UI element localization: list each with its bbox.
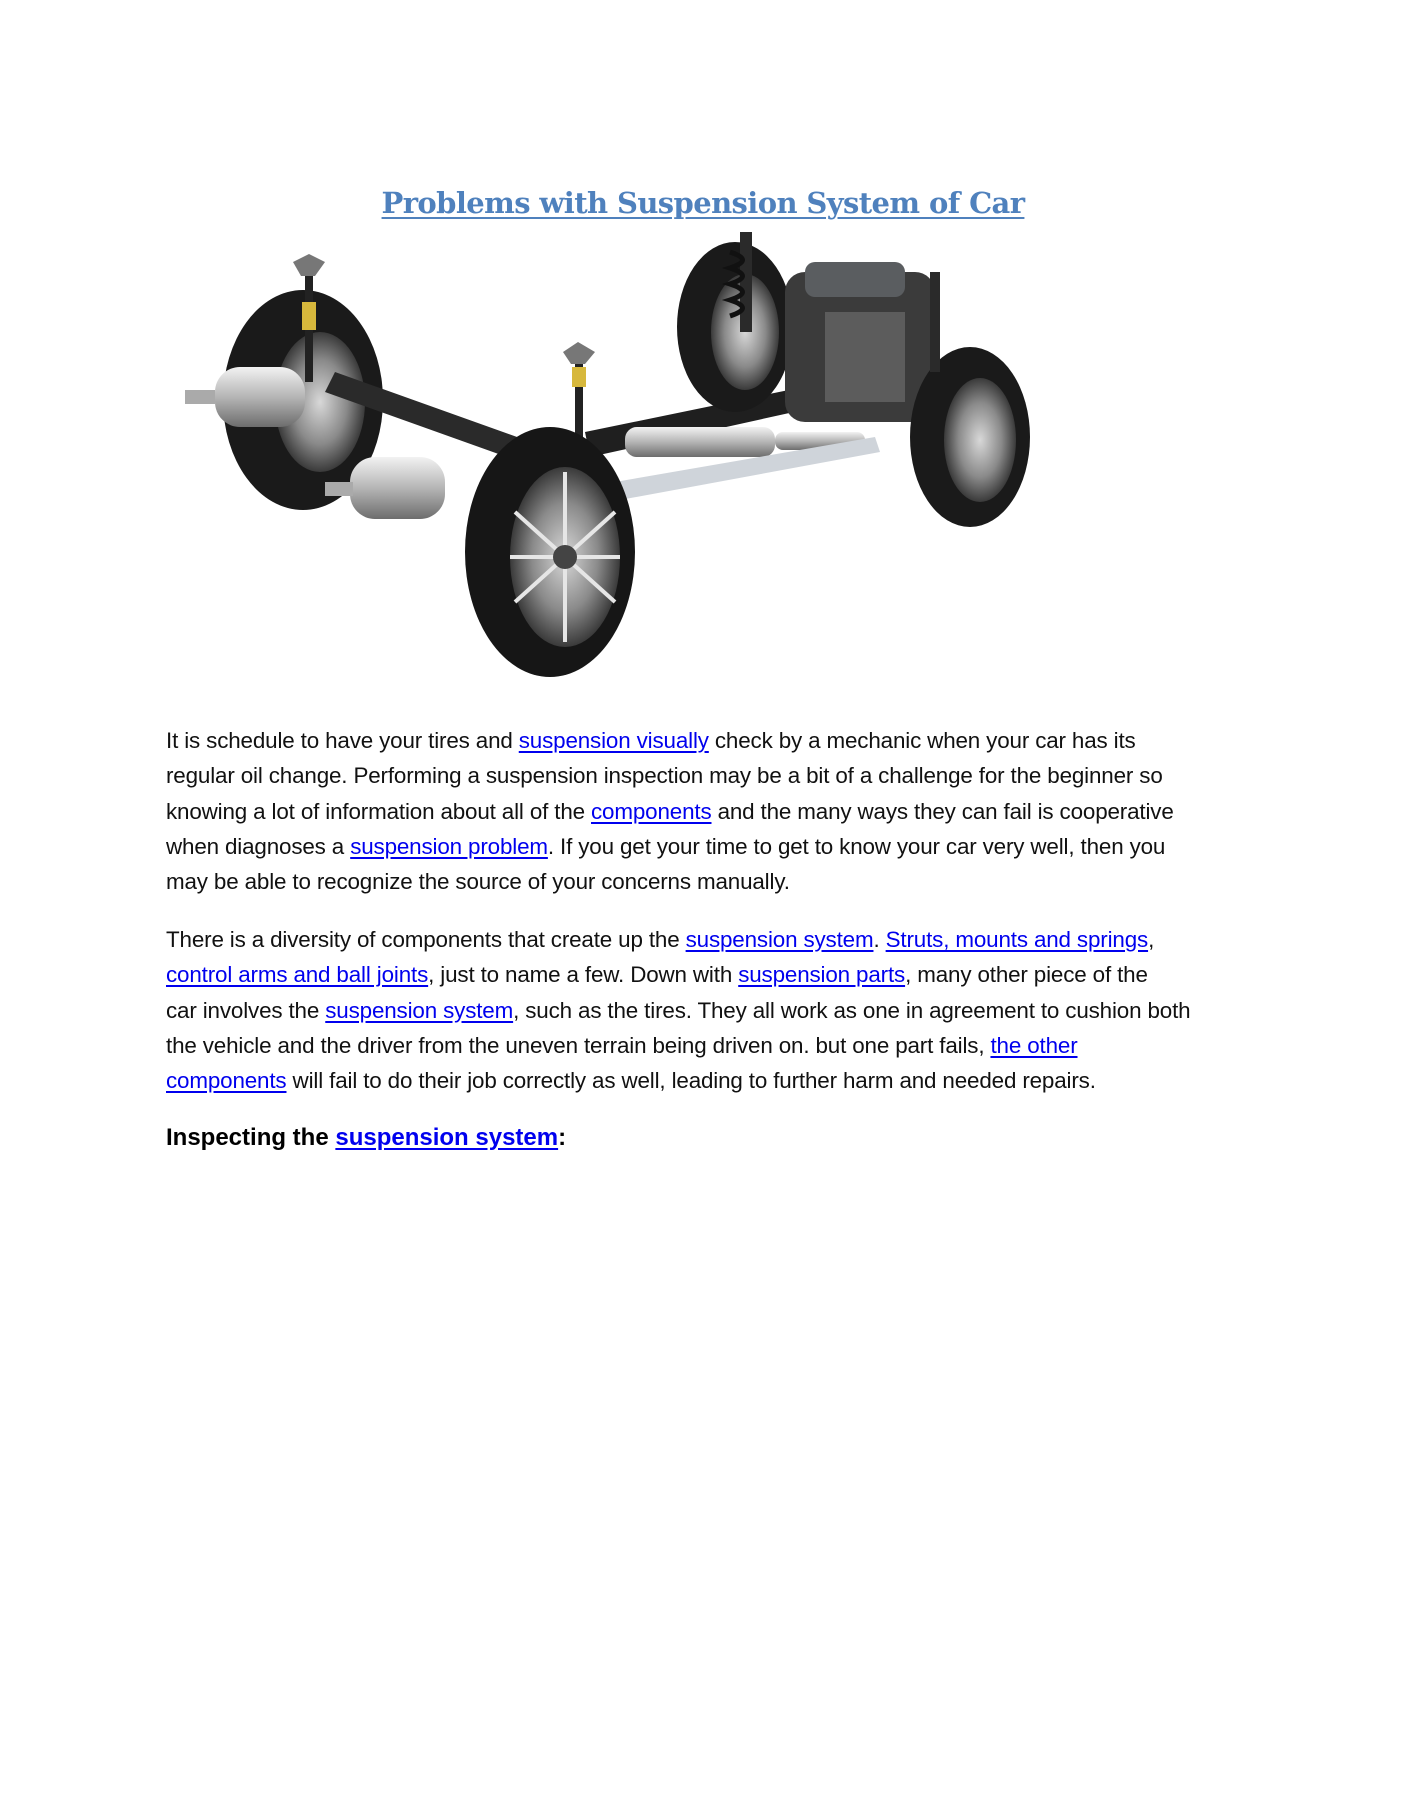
paragraph-intro bbox=[166, 723, 1246, 899]
text-line bbox=[166, 922, 1246, 957]
text-span: , just to name a few. Down with bbox=[428, 962, 739, 988]
link-suspension-problem[interactable]: suspension problem bbox=[350, 833, 548, 859]
text-span: car involves the bbox=[166, 997, 326, 1023]
text-line bbox=[166, 723, 1246, 758]
text-span: . bbox=[873, 927, 886, 952]
section-heading-inspecting bbox=[166, 1124, 566, 1152]
text-span: check by a mechanic when your car has its bbox=[708, 728, 1136, 753]
text-span: , many other piece of the bbox=[905, 962, 1148, 988]
text-span: , such as the tires. They all work as one in agreement to cushion both bbox=[513, 997, 1191, 1023]
link-control-arms-ball-joints[interactable]: control arms and ball joints bbox=[166, 962, 429, 988]
heading-text: Inspecting the bbox=[166, 1124, 336, 1151]
text-span: It is schedule to have your tires and bbox=[166, 728, 519, 753]
link-suspension-visually[interactable]: suspension visually bbox=[518, 728, 709, 753]
text-span: may be able to recognize the source of your concerns manually. bbox=[166, 869, 790, 895]
link-components-2[interactable]: components bbox=[166, 1068, 287, 1094]
link-suspension-system-2[interactable]: suspension system bbox=[325, 997, 514, 1023]
text-line bbox=[166, 794, 1246, 829]
link-components[interactable]: components bbox=[591, 798, 712, 824]
text-line bbox=[166, 758, 1246, 793]
text-span: and the many ways they can fail is cooperative bbox=[711, 798, 1174, 824]
text-span: the vehicle and the driver from the uneven terrain being driven on. but one part fails, bbox=[166, 1032, 991, 1058]
text-line bbox=[166, 1063, 1246, 1098]
link-suspension-system[interactable]: suspension system bbox=[685, 927, 874, 952]
link-heading-suspension-system[interactable]: suspension system bbox=[335, 1124, 559, 1151]
link-suspension-parts[interactable]: suspension parts bbox=[738, 962, 906, 988]
text-span: when diagnoses a bbox=[166, 833, 351, 859]
text-line bbox=[166, 864, 1246, 899]
link-struts-mounts-springs[interactable]: Struts, mounts and springs bbox=[885, 927, 1149, 952]
text-line bbox=[166, 957, 1246, 992]
text-span: . If you get your time to get to know your car very well, then you bbox=[547, 833, 1166, 859]
link-the-other[interactable]: the other bbox=[990, 1032, 1078, 1058]
text-line bbox=[166, 993, 1246, 1028]
text-line bbox=[166, 1028, 1246, 1063]
text-span: will fail to do their job correctly as well, leading to further harm and needed repairs. bbox=[286, 1068, 1096, 1094]
text-span: knowing a lot of information about all of the bbox=[166, 798, 592, 824]
car-chassis-image bbox=[185, 232, 1190, 722]
heading-colon: : bbox=[558, 1124, 567, 1151]
text-span: There is a diversity of components that create up the bbox=[166, 927, 686, 952]
text-span: , bbox=[1148, 927, 1155, 952]
text-line bbox=[166, 829, 1246, 864]
page-title: Problems with Suspension System of Car bbox=[381, 186, 1025, 220]
text-span: regular oil change. Performing a suspension inspection may be a bit of a challenge for the beginner so bbox=[166, 763, 1163, 789]
paragraph-components bbox=[166, 922, 1246, 1098]
